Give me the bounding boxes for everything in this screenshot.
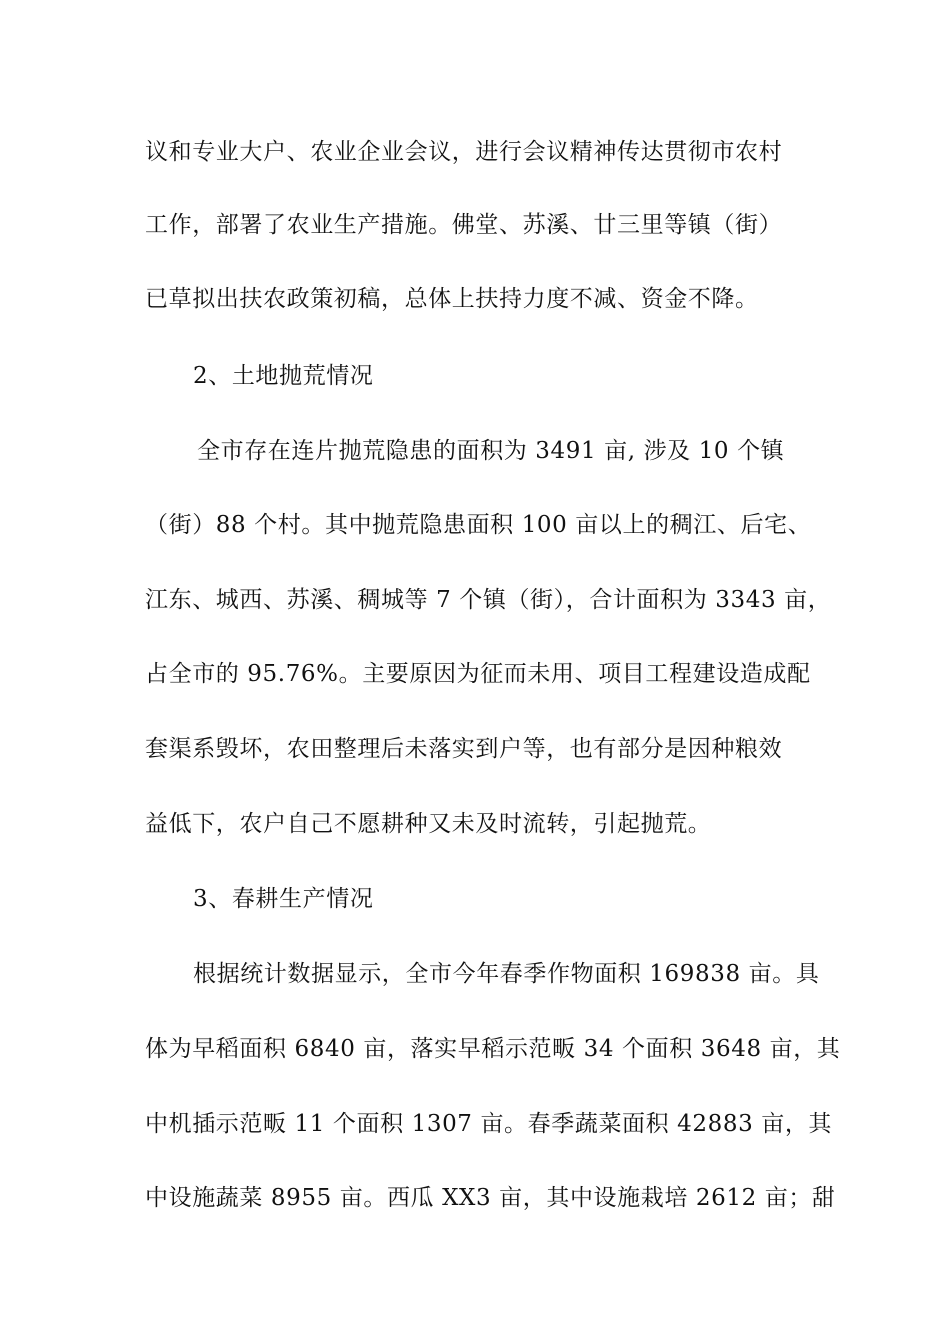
paragraph-line: 中设施蔬菜 8955 亩。西瓜 XX3 亩，其中设施栽培 2612 亩；甜 (145, 1185, 836, 1211)
paragraph-line: 已草拟出扶农政策初稿，总体上扶持力度不减、资金不降。 (145, 286, 759, 312)
paragraph-line: 全市存在连片抛荒隐患的面积为 3491 亩, 涉及 10 个镇 (197, 438, 785, 464)
section-heading: 3、春耕生产情况 (193, 886, 374, 912)
paragraph-line: 议和专业大户、农业企业会议，进行会议精神传达贯彻市农村 (145, 139, 783, 165)
paragraph-line: 占全市的 95.76%。主要原因为征而未用、项目工程建设造成配 (145, 661, 811, 687)
paragraph-line: 体为早稻面积 6840 亩，落实早稻示范畈 34 个面积 3648 亩，其 (145, 1036, 841, 1062)
paragraph-line: 根据统计数据显示，全市今年春季作物面积 169838 亩。具 (193, 961, 820, 987)
paragraph-line: 江东、城西、苏溪、稠城等 7 个镇（街），合计面积为 3343 亩， (145, 587, 832, 613)
paragraph-line: 套渠系毁坏，农田整理后未落实到户等，也有部分是因种粮效 (145, 736, 783, 762)
paragraph-line: （街）88 个村。其中抛荒隐患面积 100 亩以上的稠江、后宅、 (145, 512, 812, 538)
paragraph-line: 益低下，农户自己不愿耕种又未及时流转，引起抛荒。 (145, 811, 712, 837)
paragraph-line: 中机插示范畈 11 个面积 1307 亩。春季蔬菜面积 42883 亩，其 (145, 1111, 833, 1137)
section-heading: 2、土地抛荒情况 (193, 363, 374, 389)
paragraph-line: 工作，部署了农业生产措施。佛堂、苏溪、廿三里等镇（街） (145, 212, 783, 238)
